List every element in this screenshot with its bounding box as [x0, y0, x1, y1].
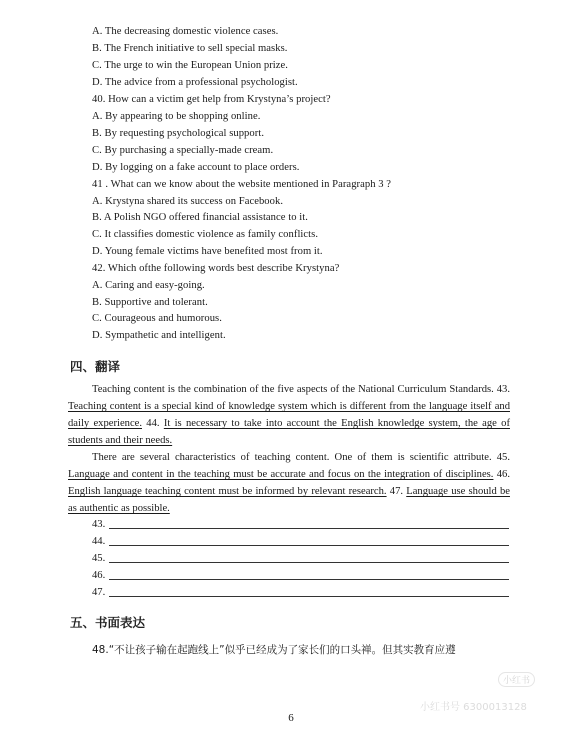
option-d: D. The advice from a professional psychologist. — [92, 77, 298, 88]
q42-option-c: C. Courageous and humorous. — [92, 313, 222, 324]
q42-option-a: A. Caring and easy-going. — [92, 280, 205, 291]
watermark-badge: 小红书 — [498, 672, 535, 687]
answer-number-43: 43. — [92, 519, 106, 530]
answer-rule — [109, 545, 509, 546]
translation-paragraph-2 — [68, 449, 510, 517]
q40-option-d: D. By logging on a fake account to place orders. — [92, 162, 300, 173]
answer-rule — [109, 562, 509, 563]
answer-number-46: 46. — [92, 570, 106, 581]
answer-number-45: 45. — [92, 553, 106, 564]
answer-number-47: 47. — [92, 587, 106, 598]
answer-line-45[interactable] — [92, 552, 108, 566]
label-44: 44. — [142, 418, 164, 429]
sentence-45: Language and content in the teaching must be accurate and focus on the integration of disciplines. — [68, 469, 494, 480]
paragraph-2-intro: There are several characteristics of teaching content. One of them is scientific attribute. 45. — [92, 452, 510, 463]
answer-line-46[interactable] — [92, 569, 108, 583]
question-48-prompt: 48.“不让孩子输在起跑线上”似乎已经成为了家长们的口头禅。但其实教育应遵 — [92, 644, 456, 656]
answer-rule — [109, 528, 509, 529]
answer-rule — [109, 579, 509, 580]
paragraph-1-intro: Teaching content is the combination of the five aspects of the National Curriculum Standards. 43. — [92, 384, 510, 395]
sentence-47: Language use should be as authentic as possible. — [68, 486, 510, 514]
q42-option-d: D. Sympathetic and intelligent. — [92, 330, 226, 341]
q40-option-b: B. By requesting psychological support. — [92, 128, 265, 139]
answer-line-44[interactable] — [92, 535, 108, 549]
question-42-stem: 42. Which ofthe following words best describe Krystyna? — [92, 263, 340, 274]
watermark-text: 小红书号 6300013128 — [420, 702, 527, 713]
option-a: A. The decreasing domestic violence cases. — [92, 26, 279, 37]
option-b: B. The French initiative to sell special masks. — [92, 43, 288, 54]
label-47: 47. — [386, 486, 407, 497]
option-c: C. The urge to win the European Union prize. — [92, 60, 288, 71]
q40-option-c: C. By purchasing a specially-made cream. — [92, 145, 274, 156]
q40-option-a: A. By appearing to be shopping online. — [92, 111, 261, 122]
sentence-46: English language teaching content must be informed by relevant research. — [68, 486, 387, 497]
answer-number-44: 44. — [92, 536, 106, 547]
answer-line-43[interactable] — [92, 518, 108, 532]
label-46: 46. — [493, 469, 510, 480]
translation-paragraph-1 — [68, 381, 510, 449]
question-40-stem: 40. How can a victim get help from Krystyna’s project? — [92, 94, 331, 105]
q42-option-b: B. Supportive and tolerant. — [92, 297, 208, 308]
q41-option-c: C. It classifies domestic violence as family conflicts. — [92, 229, 319, 240]
answer-line-47[interactable] — [92, 586, 108, 600]
section-4-heading: 四、翻译 — [70, 359, 121, 374]
answer-rule — [109, 596, 509, 597]
page-number: 6 — [288, 712, 294, 724]
question-41-stem: 41 . What can we know about the website mentioned in Paragraph 3 ? — [92, 179, 392, 190]
sentence-44: It is necessary to take into account the English knowledge system, the age of students and their needs. — [68, 418, 510, 446]
q41-option-a: A. Krystyna shared its success on Facebook. — [92, 196, 284, 207]
section-5-heading: 五、书面表达 — [70, 615, 146, 630]
q41-option-d: D. Young female victims have benefited most from it. — [92, 246, 323, 257]
sentence-43: Teaching content is a special kind of knowledge system which is different from the language itself and daily experience. — [68, 401, 510, 429]
q41-option-b: B. A Polish NGO offered financial assistance to it. — [92, 212, 308, 223]
